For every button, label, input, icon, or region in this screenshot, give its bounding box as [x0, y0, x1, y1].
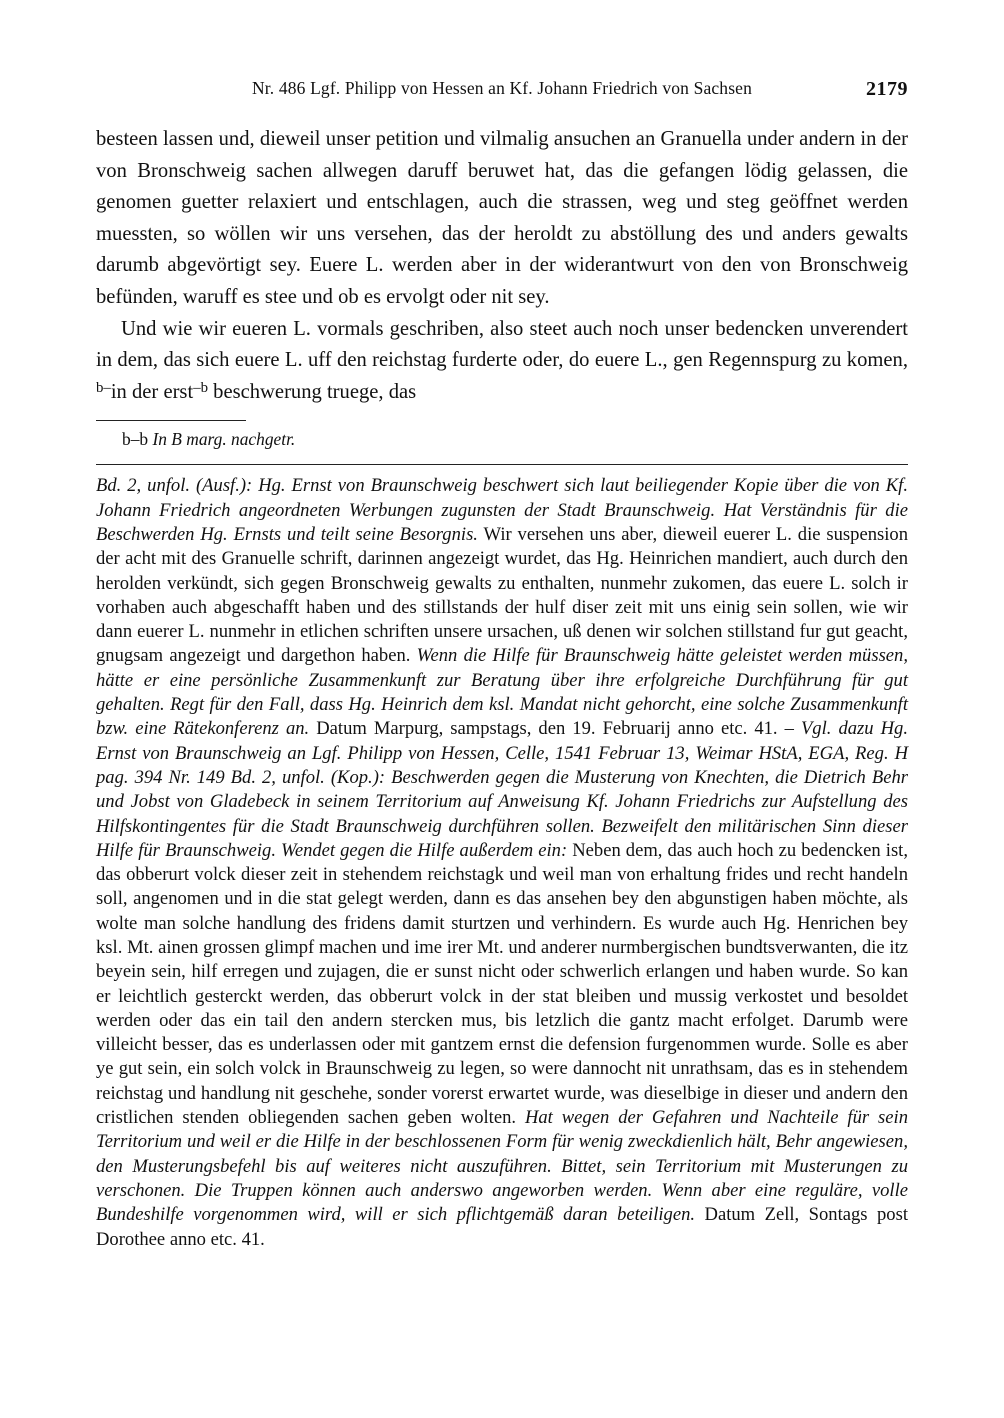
page-number: 2179 [866, 78, 908, 100]
regest-segment-8: Datum Zell, Sontags post Dorothee anno etc. 41. [96, 1204, 908, 1250]
regest-segment-2: Wir versehen uns aber, dieweil euerer L. die suspension der acht mit des Granuelle schrift, darinnen angezeigt wurdet, das Hg. Heinrichen mandiert, auch durch den herolden verkündt, sich gegen Bronschweig gewalts zu enthalten, nunmehr zukomen, das euere L. solch ir vorhaben auch abgeschafft haben und des stillstands der hulf diser zeit mit uns einig sein sollen, wie wir dann euerer L. nunmehr in etlichen schriften unsere ursachen, uß denen wir solchen stillstand fur gut geacht, gnugsam angezeigt und dargethon haben. [96, 523, 908, 667]
marginal-marker-close: –b [193, 379, 209, 396]
regest-segment-3: Wenn die Hilfe für Braunschweig hätte geleistet werden müssen, hätte er eine persönliche Zusammenkunft zur Beratung über ihre erfolgreiche Durchführung für gut gehalten. Regt für den Fall, dass Hg. Heinrich dem ksl. Mandat nicht gehorcht, eine solche Zusammenkunft bzw. eine Rätekonferenz an. [96, 645, 909, 740]
footnote-text: In B marg. nachgetr. [152, 429, 296, 450]
marginal-marker-open: b– [96, 379, 111, 396]
critical-apparatus [96, 420, 908, 451]
main-text [96, 124, 908, 408]
regest-block [96, 474, 908, 1252]
footnote-rule [96, 420, 246, 421]
regest-segment-5: Vgl. dazu Hg. Ernst von Braunschweig an Lgf. Philipp von Hessen, Celle, 1541 Februar 13, Weimar HStA, EGA, Reg. H pag. 394 Nr. 149 Bd. 2, unfol. (Kop.): Beschwerden gegen die Musterung von Knechten, die Dietrich Behr und Jobst von Gladebeck in seinem Territorium auf Anweisung Kf. Johann Friedrichs zur Aufstellung des Hilfskontingentes für die Stadt Braunschweig durchführen sollen. Bezweifelt den militärischen Sinn dieser Hilfe für Braunschweig. Wendet gegen die Hilfe außerdem ein: [96, 718, 908, 861]
paragraph-2 [96, 314, 908, 409]
footnote-entry [96, 428, 908, 451]
regest-segment-6: Neben dem, das auch hoch zu bedencken ist, das obberurt volck dieser zeit in stehendem reichstagk und weil man von erhaltung frides und recht handeln soll, angenomen und in die stat gelegt werden, dann es das ansehen bey den abgunstigen haben möchte, als wolte man solche handlung des fridens damit sturtzen und verhindern. Es wurde auch Hg. Henrichen bey ksl. Mt. ainen grossen glimpf machen und ime irer Mt. und anderer nurmbergischen bundtsverwanten, die itz beyein sein, hilf erregen und zujagen, die er sunst nicht oder schwerlich erlangen und haben wurde. So kan er leichtlich gesterckt werden, das obberurt volck in der stat bleiben und mussig verkostet und besoldet werden oder das ein tail den andern stercken mus, bis letzlich die gantz macht erfolget. Darumb were villeicht besser, das es underlassen oder mit gantzem ernst die defension furgenommen wurde. Solle es aber ye gut sein, ein solch volck in Braunschweig zu legen, so were dannocht nit unrathsam, das es in stehendem reichstag und handlung nit geschehe, sonder vorerst erwartet wurde, was dieselbige in dieser und andern den cristlichen stenden obliegenden sachen geben wolten. [96, 839, 908, 1129]
paragraph-2-part-c: beschwerung truege, das [208, 380, 417, 403]
paragraph-2-part-b: in der erst [110, 380, 194, 403]
running-head-title: Nr. 486 Lgf. Philipp von Hessen an Kf. Johann Friedrich von Sachsen [252, 78, 752, 98]
regest-segment-4: Datum Marpurg, sampstags, den 19. Februarij anno etc. 41. – [309, 718, 801, 740]
paragraph-2-part-a: Und wie wir eueren L. vormals geschriben, also steet auch noch unser bedencken unverendert in dem, das sich euere L. uff den reichstag furderte oder, do euere L., gen Regennspurg zu komen, [96, 317, 908, 372]
footnote-siglum: b–b [122, 429, 149, 450]
regest-segment-7: Hat wegen der Gefahren und Nachteile für sein Territorium und weil er die Hilfe in der beschlossenen Form für wenig zweckdienlich hält, Behr angewiesen, den Musterungsbefehl bis auf weiteres nicht auszuführen. Bittet, sein Territorium mit Musterungen zu verschonen. Die Truppen können auch anderswo angeworben werden. Wenn aber eine reguläre, volle Bundeshilfe vorgenommen wird, will er sich pflichtgemäß daran beteiligen. [96, 1107, 908, 1226]
paragraph-1: besteen lassen und, dieweil unser petition und vilmalig ansuchen an Granuella under andern in der von Bronschweig sachen allwegen daruff beruwet hat, das die gefangen lödig gelassen, die genomen guetter relaxiert und entschlagen, auch die strassen, weg und steg geöffnet werden muessten, so wöllen wir uns versehen, das der heroldt zu abstöllung des und anders gewalts darumb abgevörtigt sey. Euere L. werden aber in der widerantwurt von den von Bronschweig befünden, waruff es stee und ob es ervolgt oder nit sey. [96, 128, 908, 308]
regest-rule [96, 464, 908, 465]
running-head [96, 78, 908, 108]
regest-segment-1: Bd. 2, unfol. (Ausf.): Hg. Ernst von Braunschweig beschwert sich laut beiliegender Kopie über die von Kf. Johann Friedrich angeordneten Werbungen zugunsten der Stadt Braunschweig. Hat Verständnis für die Beschwerden Hg. Ernsts und teilt seine Besorgnis. [96, 475, 908, 545]
